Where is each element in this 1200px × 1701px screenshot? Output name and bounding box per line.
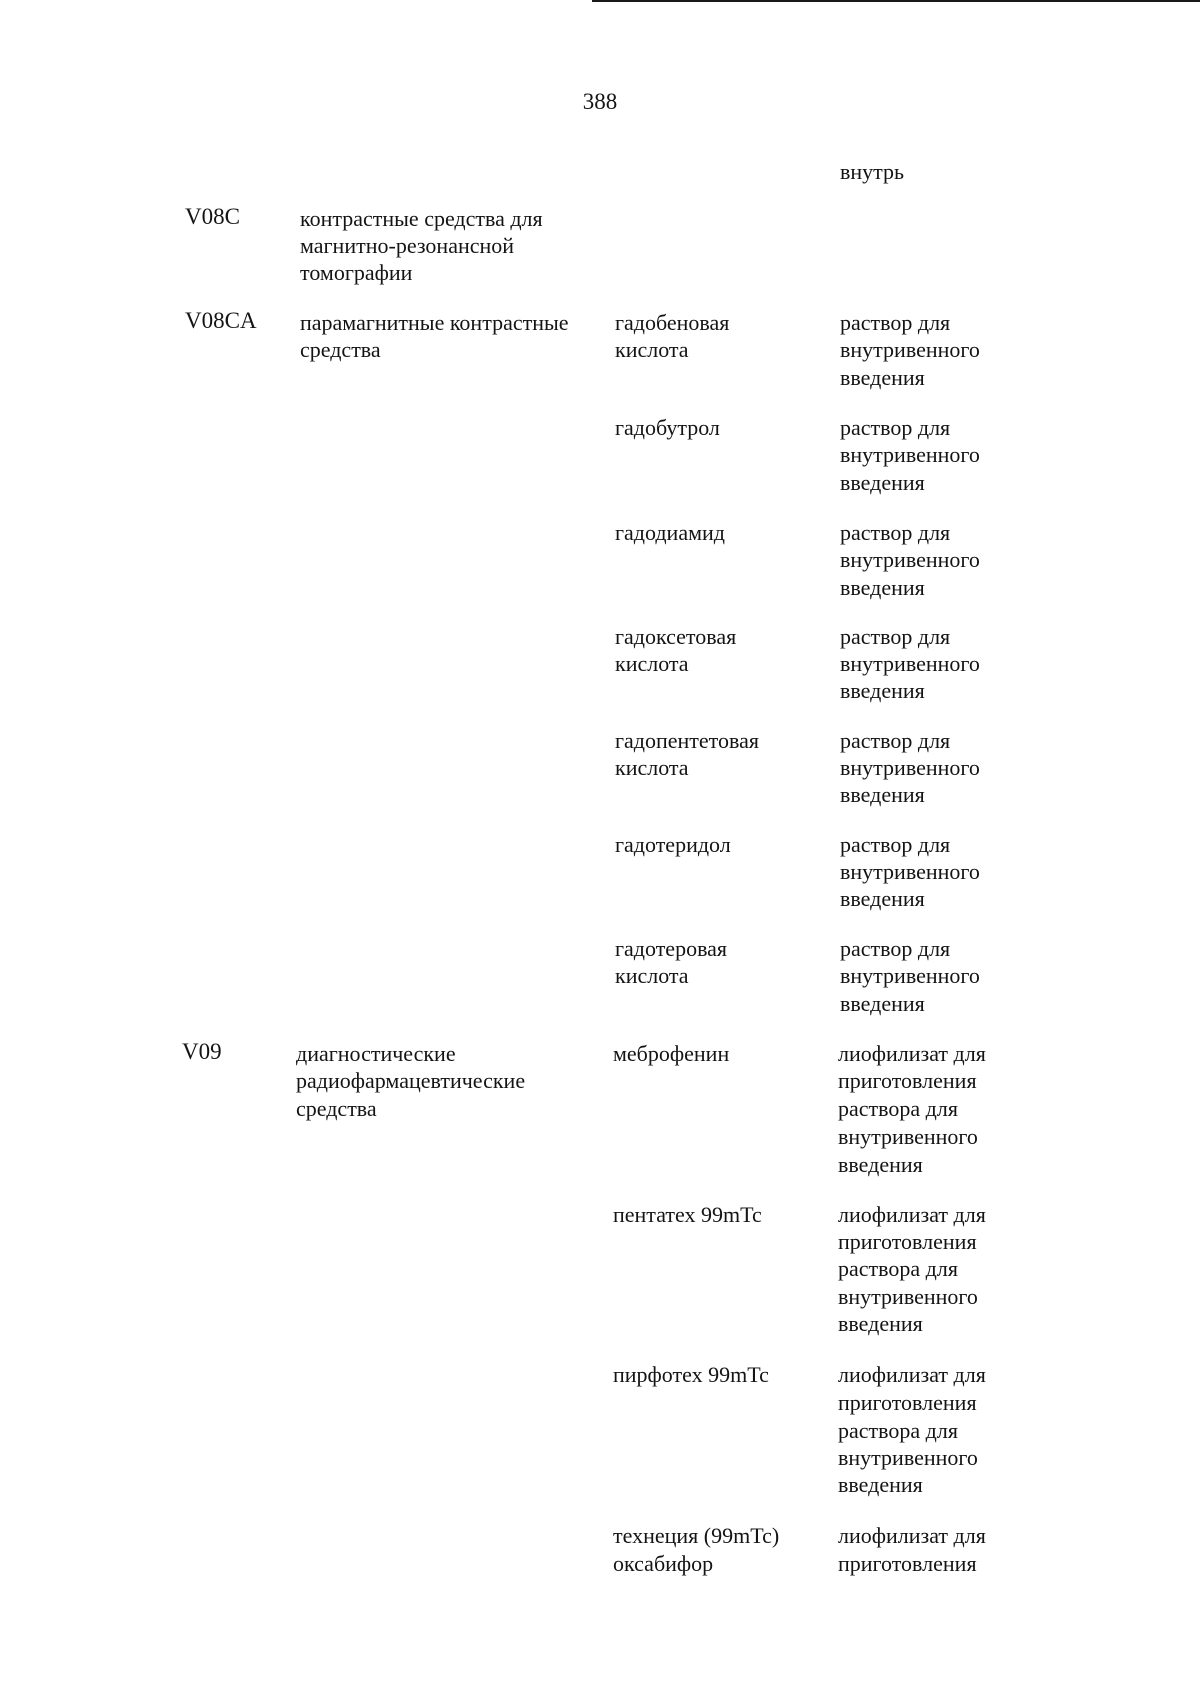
dosage-form-line: внутривенного (838, 1124, 978, 1149)
dosage-form-line: внутривенного (840, 547, 980, 572)
drug-name-line: кислота (615, 337, 689, 362)
drug-name-line: гадодиамид (615, 520, 725, 545)
dosage-form-line: лиофилизат для (838, 1523, 986, 1548)
dosage-form-line: лиофилизат для (838, 1362, 986, 1387)
dosage-form-line: введения (838, 1311, 923, 1336)
dosage-form-line: раствор для (840, 832, 951, 857)
dosage-form-line: лиофилизат для (838, 1202, 986, 1227)
atc-code: V09 (182, 1039, 222, 1064)
drug-name-line: кислота (615, 755, 689, 780)
atc-group-line: парамагнитные контрастные (300, 310, 569, 335)
dosage-form-line: приготовления (838, 1068, 977, 1093)
dosage-form-line: внутривенного (840, 442, 980, 467)
drug-name-line: гадотеридол (615, 832, 731, 857)
dosage-form-line: лиофилизат для (838, 1041, 986, 1066)
dosage-form-line: введения (840, 991, 925, 1016)
dosage-form-line: приготовления (838, 1390, 977, 1415)
drug-name-line: пирфотех 99mTc (613, 1362, 769, 1387)
drug-name-line: гадоксетовая (615, 624, 737, 649)
drug-name-line: пентатех 99mTc (613, 1202, 762, 1227)
dosage-form-line: раствор для (840, 728, 951, 753)
dosage-form-line: раствор для (840, 415, 951, 440)
atc-group-line: контрастные средства для (300, 206, 543, 231)
dosage-form-line: введения (838, 1152, 923, 1177)
carryover-dosage-form: внутрь (840, 159, 905, 184)
drug-name-line: гадопентетовая (615, 728, 759, 753)
dosage-form-line: введения (840, 470, 925, 495)
atc-group-line: средства (296, 1096, 377, 1121)
atc-group-line: средства (300, 337, 381, 362)
top-border-line (592, 0, 1200, 2)
dosage-form-line: внутривенного (840, 963, 980, 988)
dosage-form-line: введения (840, 782, 925, 807)
dosage-form-line: раствора для (838, 1418, 958, 1443)
dosage-form-line: раствор для (840, 310, 951, 335)
dosage-form-line: раствор для (840, 936, 951, 961)
atc-group-line: томографии (300, 260, 413, 285)
atc-group-line: магнитно-резонансной (300, 233, 515, 258)
drug-name-line: гадобеновая (615, 310, 730, 335)
atc-group-line: диагностические (296, 1041, 456, 1066)
dosage-form-line: введения (840, 678, 925, 703)
dosage-form-line: приготовления (838, 1229, 977, 1254)
drug-name-line: технеция (99mTc) (613, 1523, 780, 1548)
drug-name-line: меброфенин (613, 1041, 730, 1066)
atc-code: V08C (185, 204, 240, 229)
drug-name-line: кислота (615, 963, 689, 988)
dosage-form-line: раствора для (838, 1096, 958, 1121)
dosage-form-line: внутривенного (838, 1284, 978, 1309)
drug-name-line: оксабифор (613, 1551, 714, 1576)
page-number: 388 (582, 89, 618, 114)
dosage-form-line: введения (840, 365, 925, 390)
atc-group-line: радиофармацевтические (296, 1068, 526, 1093)
dosage-form-line: введения (840, 575, 925, 600)
drug-name-line: гадобутрол (615, 415, 720, 440)
dosage-form-line: приготовления (838, 1551, 977, 1576)
drug-name-line: гадотеровая (615, 936, 728, 961)
dosage-form-line: внутривенного (840, 755, 980, 780)
dosage-form-line: раствора для (838, 1256, 958, 1281)
drug-name-line: кислота (615, 651, 689, 676)
dosage-form-line: введения (838, 1472, 923, 1497)
dosage-form-line: внутривенного (840, 651, 980, 676)
dosage-form-line: внутривенного (840, 859, 980, 884)
dosage-form-line: раствор для (840, 624, 951, 649)
dosage-form-line: внутривенного (840, 337, 980, 362)
dosage-form-line: введения (840, 886, 925, 911)
atc-code: V08CA (185, 308, 257, 333)
dosage-form-line: внутривенного (838, 1445, 978, 1470)
dosage-form-line: раствор для (840, 520, 951, 545)
